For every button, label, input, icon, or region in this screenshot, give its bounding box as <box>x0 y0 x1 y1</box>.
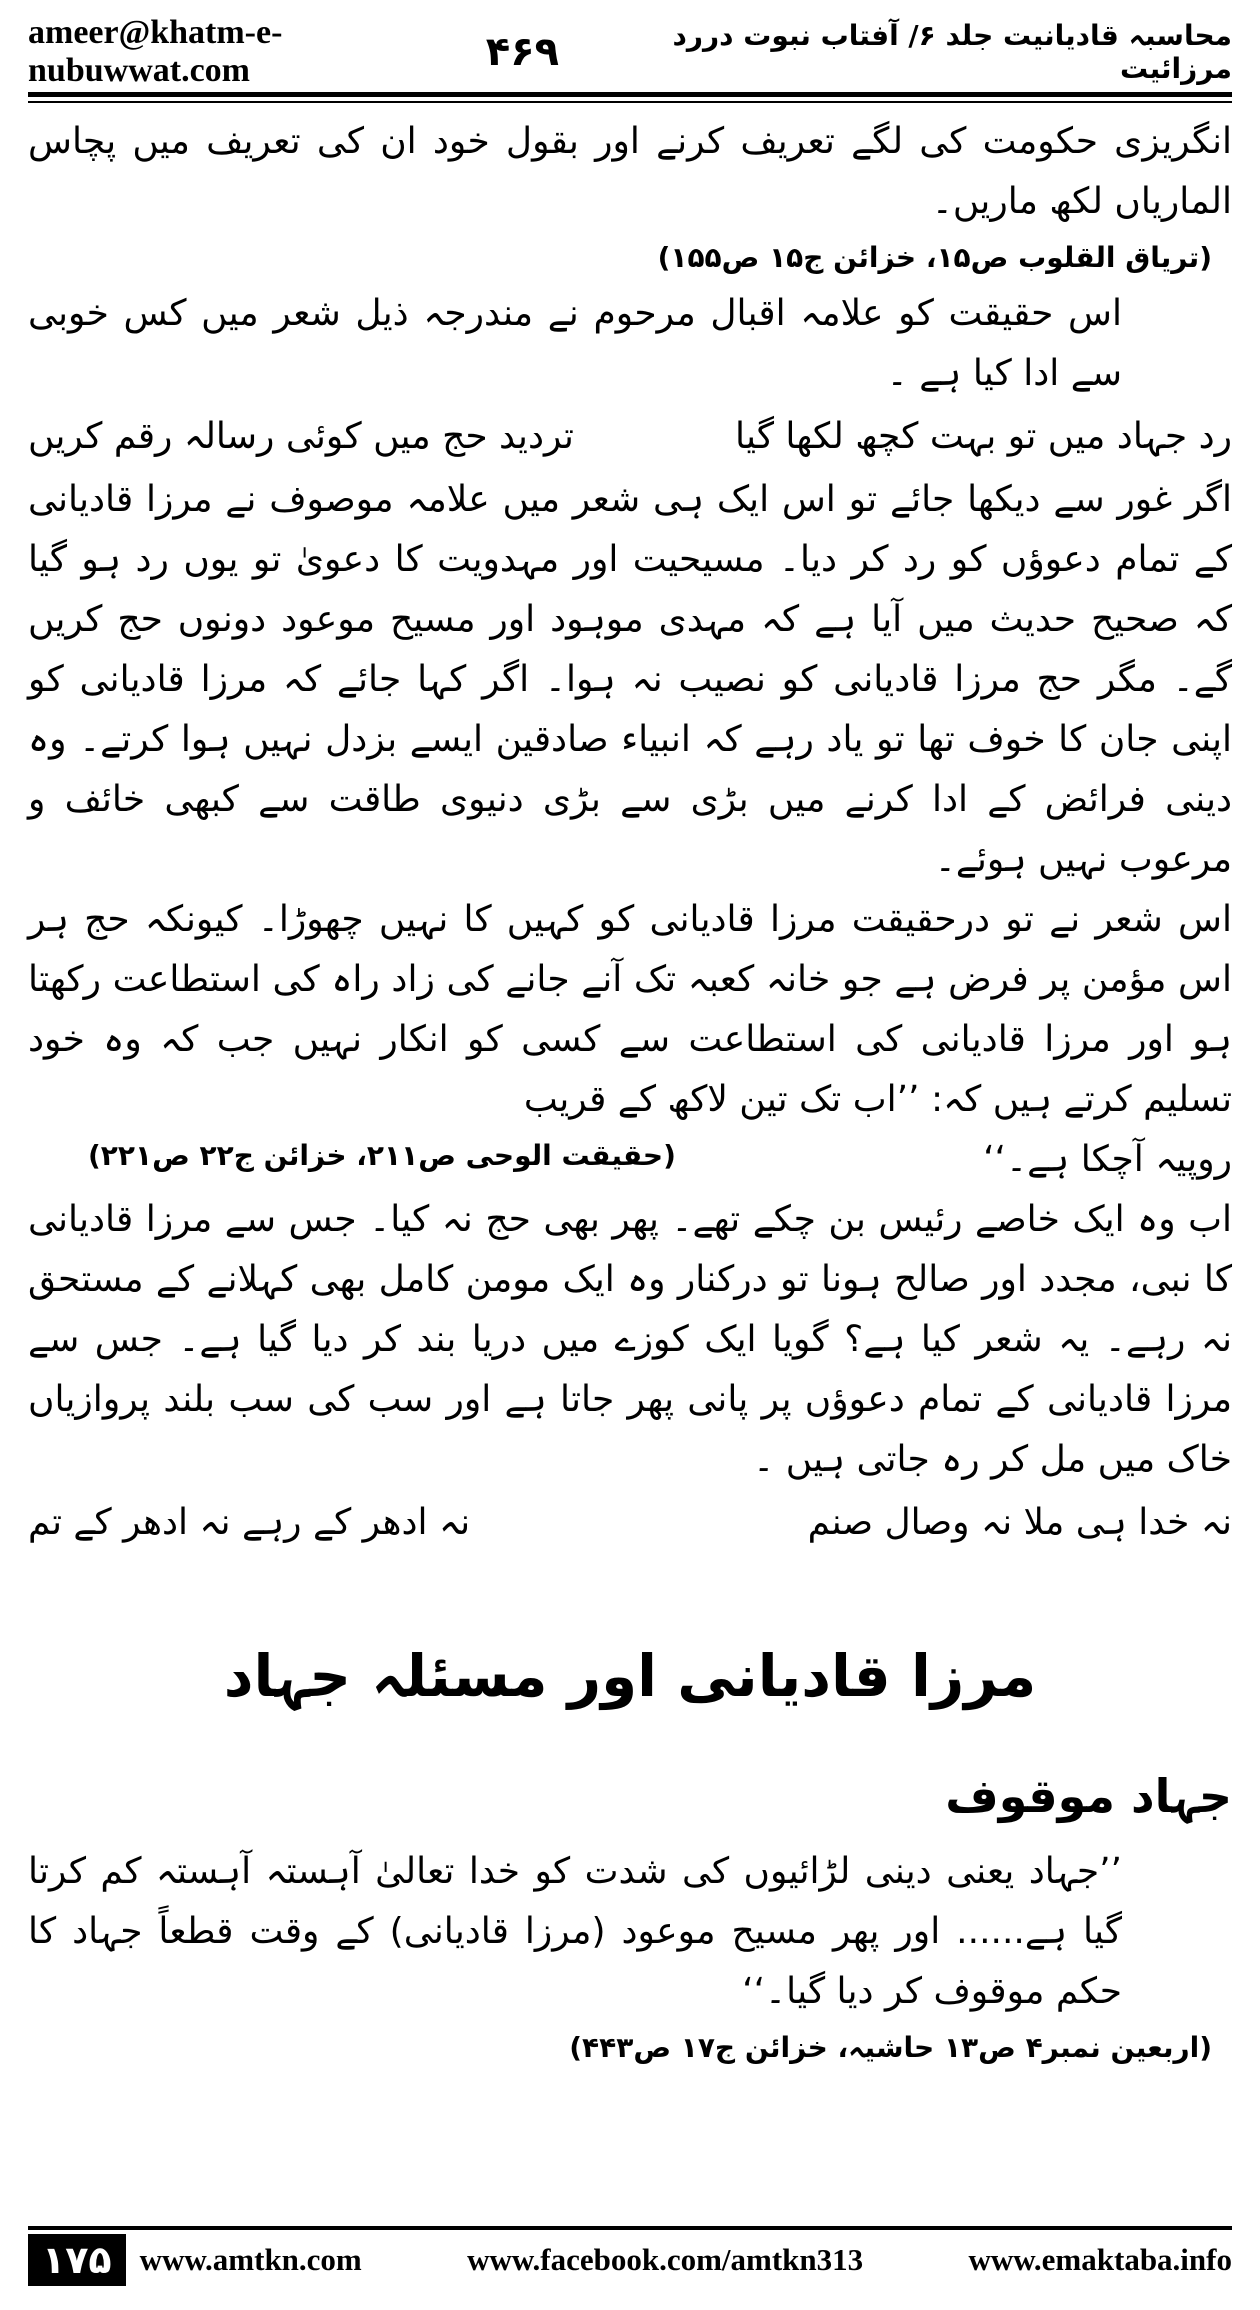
header-right <box>486 19 1232 85</box>
reference: (تریاق القلوب ص۱۵، خزائن ج۱۵ ص۱۵۵) <box>657 241 1212 274</box>
couplet-second-half: تردید حج میں کوئی رسالہ رقم کریں <box>28 416 574 457</box>
section-heading: مرزا قادیانی اور مسئلہ جہاد <box>223 1642 1037 1710</box>
quote-end: روپیہ آچکا ہے۔‘‘ <box>983 1139 1232 1180</box>
paragraph: اس شعر نے تو درحقیقت مرزا قادیانی کو کہیں کا نہیں چھوڑا۔ کیونکہ حج ہر اس مؤمن پر فرض ہے جو خانہ کعبہ تک آنے جانے کی زاد راہ کی استطاعت رکھتا ہو اور مرزا قادیانی کی استطاعت سے کسی کو انکار نہیں جب کہ وہ خود تسلیم کرتے ہیں کہ: ’’اب تک تین لاکھ کے قریب <box>28 899 1232 1120</box>
header-rule-thin <box>28 101 1232 103</box>
header-title: محاسبہ قادیانیت جلد ۶/ آفتاب نبوت دررد مرزائیت <box>672 19 1232 85</box>
footer-link[interactable]: www.facebook.com/amtkn313 <box>467 2242 864 2277</box>
page-header <box>28 14 1232 89</box>
header-rule-thick <box>28 92 1232 97</box>
paragraph: اب وہ ایک خاصے رئیس بن چکے تھے۔ پھر بھی حج نہ کیا۔ جس سے مرزا قادیانی کا نبی، مجدد اور صالح ہونا تو درکنار وہ ایک مومن کامل بھی کہلانے کے مستحق نہ رہے۔ یہ شعر کیا ہے؟ گویا ایک کوزے میں دریا بند کر دیا گیا ہے۔ جس سے مرزا قادیانی کے تمام دعوؤں پر پانی پھر جاتا ہے اور سب کی سب بلند پروازیاں خاک میں مل کر رہ جاتی ہیں ۔ <box>28 1199 1232 1480</box>
paragraph: اس حقیقت کو علامہ اقبال مرحوم نے مندرجہ ذیل شعر میں کس خوبی سے ادا کیا ہے ۔ <box>28 293 1122 394</box>
footer-link[interactable]: www.emaktaba.info <box>968 2242 1232 2277</box>
header-page-number: ۴۶۹ <box>485 29 560 75</box>
paragraph: اگر غور سے دیکھا جائے تو اس ایک ہی شعر میں علامہ موصوف نے مرزا قادیانی کے تمام دعوؤں کو رد کر دیا۔ مسیحیت اور مہدویت کا دعویٰ تو یوں رد ہو گیا کہ صحیح حدیث میں آیا ہے کہ مہدی موہود اور مسیح موعود دونوں حج کریں گے۔ مگر حج مرزا قادیانی کو نصیب نہ ہوا۔ اگر کہا جائے کہ مرزا قادیانی کو اپنی جان کا خوف تھا تو یاد رہے کہ انبیاء صادقین ایسے بزدل نہیں ہوا کرتے۔ وہ دینی فرائض کے ادا کرنے میں بڑی سے بڑی دنیوی طاقت سے کبھی خائف و مرعوب نہیں ہوئے۔ <box>28 479 1232 880</box>
paragraph: ’’جہاد یعنی دینی لڑائیوں کی شدت کو خدا تعالیٰ آہستہ آہستہ کم کرتا گیا ہے...... اور پھر مسیح موعود (مرزا قادیانی) کے وقت قطعاً جہاد کا حکم موقوف کر دیا گیا۔‘‘ <box>28 1851 1122 2012</box>
couplet-first-half: رد جہاد میں تو بہت کچھ لکھا گیا <box>734 416 1232 457</box>
footer-page-number: ۱۷۵ <box>28 2234 126 2286</box>
sub-heading: جہاد موقوف <box>945 1769 1232 1823</box>
footer-link[interactable]: www.amtkn.com <box>139 2242 362 2277</box>
header-email[interactable]: ameer@khatm-e-nubuwwat.com <box>28 14 283 89</box>
page-body <box>28 112 1232 2074</box>
couplet-second-half: نہ ادھر کے رہے نہ ادھر کے تم <box>28 1502 471 1543</box>
quote-end-row <box>28 1130 1232 1190</box>
reference: (حقیقت الوحی ص۲۱۱، خزائن ج۲۲ ص۲۲۱) <box>88 1139 676 1172</box>
couplet-first-half: نہ خدا ہی ملا نہ وصال صنم <box>807 1502 1232 1543</box>
reference: (اربعین نمبر۴ ص۱۳ حاشیہ، خزائن ج۱۷ ص۴۴۳) <box>569 2031 1212 2064</box>
page-footer <box>28 2226 1232 2290</box>
paragraph: انگریزی حکومت کی لگے تعریف کرنے اور بقول خود ان کی تعریف میں پچاس الماریاں لکھ ماریں۔ <box>28 121 1232 222</box>
footer-links <box>140 2242 1232 2278</box>
couplet <box>28 1492 1232 1554</box>
couplet <box>28 406 1232 468</box>
